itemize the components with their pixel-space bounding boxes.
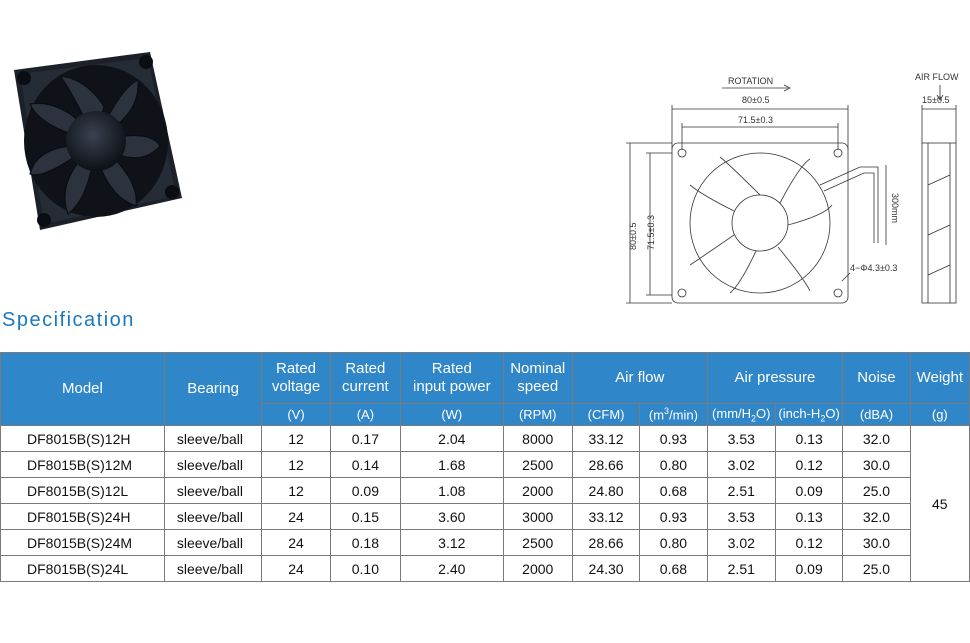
cell-speed: 3000 [503,504,572,530]
table-row [1,426,970,452]
height-dimension: 80±0.5 [628,222,638,250]
cell-speed: 2000 [503,478,572,504]
cell-cfm: 24.80 [572,478,639,504]
cell-m3-per-min: 0.93 [640,426,707,452]
depth-dimension: 15±0.5 [922,95,950,105]
width-dimension: 80±0.5 [742,95,770,105]
cell-voltage: 24 [262,530,330,556]
cell-model: DF8015B(S)12H [1,426,165,452]
cell-mm-h2o: 3.53 [707,504,775,530]
cell-model: DF8015B(S)12L [1,478,165,504]
table-row [1,504,970,530]
header-air-flow: Air flow [572,353,707,404]
cell-current: 0.14 [330,452,400,478]
cell-power: 3.60 [401,504,504,530]
cell-model: DF8015B(S)24H [1,504,165,530]
cell-weight: 45 [910,426,969,582]
cell-current: 0.17 [330,426,400,452]
fan-hub [66,111,126,171]
unit-dba: (dBA) [843,404,910,426]
airflow-label: AIR FLOW [915,72,959,82]
cell-noise: 32.0 [843,426,910,452]
unit-cfm: (CFM) [572,404,639,426]
unit-mm-h2o: $(mm/H_2O)$ [707,404,775,426]
header-model: Model [1,353,165,426]
cell-power: 3.12 [401,530,504,556]
cell-cfm: 28.66 [572,530,639,556]
cell-power: 2.40 [401,556,504,582]
cell-bearing: sleeve/ball [164,530,262,556]
cell-power: 1.68 [401,452,504,478]
header-bearing: Bearing [164,353,262,426]
cell-mm-h2o: 3.02 [707,452,775,478]
rotation-label: ROTATION [728,76,774,86]
cell-power: 1.08 [401,478,504,504]
cell-speed: 2000 [503,556,572,582]
header-rated-input-power: Rated input power [401,353,504,404]
cell-m3-per-min: 0.93 [640,504,707,530]
cell-noise: 25.0 [843,556,910,582]
cell-m3-per-min: 0.68 [640,556,707,582]
cell-power: 2.04 [401,426,504,452]
cell-inch-h2o: 0.12 [775,530,842,556]
cell-inch-h2o: 0.13 [775,426,842,452]
fan-dimension-drawing [610,65,970,320]
cell-model: DF8015B(S)24L [1,556,165,582]
table-row [1,556,970,582]
cell-cfm: 28.66 [572,452,639,478]
cell-cfm: 33.12 [572,504,639,530]
unit-inch-h2o: $(inch-H_2O)$ [775,404,842,426]
header-noise: Noise [843,353,910,404]
cell-mm-h2o: 3.02 [707,530,775,556]
table-row [1,452,970,478]
cell-voltage: 12 [262,426,330,452]
cell-model: DF8015B(S)24M [1,530,165,556]
cell-noise: 32.0 [843,504,910,530]
cell-noise: 25.0 [843,478,910,504]
cell-current: 0.15 [330,504,400,530]
header-rated-voltage: Rated voltage [262,353,330,404]
cell-m3-per-min: 0.68 [640,478,707,504]
cell-mm-h2o: 3.53 [707,426,775,452]
cell-voltage: 24 [262,504,330,530]
cell-voltage: 12 [262,452,330,478]
hole-span-dimension: 71.5±0.3 [738,115,773,125]
unit-m3-per-min: $(m^3/\min)$ [640,404,707,426]
fan-product-photo [0,48,185,233]
specification-table [0,352,970,582]
header-nominal-speed: Nominal speed [503,353,572,404]
cell-current: 0.18 [330,530,400,556]
cell-bearing: sleeve/ball [164,478,262,504]
cell-current: 0.10 [330,556,400,582]
cell-voltage: 12 [262,478,330,504]
cable-length-dimension: 300mm [890,193,900,224]
cell-bearing: sleeve/ball [164,426,262,452]
specification-heading: Specification [2,309,135,331]
cell-current: 0.09 [330,478,400,504]
unit-power: (W) [401,404,504,426]
cell-mm-h2o: 2.51 [707,556,775,582]
cell-voltage: 24 [262,556,330,582]
cell-model: DF8015B(S)12M [1,452,165,478]
cell-speed: 2500 [503,530,572,556]
cell-noise: 30.0 [843,530,910,556]
header-weight: Weight [910,353,969,404]
cell-m3-per-min: 0.80 [640,530,707,556]
unit-grams: (g) [910,404,969,426]
table-row [1,530,970,556]
cell-cfm: 33.12 [572,426,639,452]
vertical-hole-span-dimension: 71.5±0.3 [646,215,656,250]
cell-speed: 8000 [503,426,572,452]
cell-inch-h2o: 0.09 [775,478,842,504]
cell-bearing: sleeve/ball [164,452,262,478]
cell-bearing: sleeve/ball [164,504,262,530]
header-rated-current: Rated current [330,353,400,404]
cell-noise: 30.0 [843,452,910,478]
cell-cfm: 24.30 [572,556,639,582]
unit-current: (A) [330,404,400,426]
unit-speed: (RPM) [503,404,572,426]
cell-inch-h2o: 0.12 [775,452,842,478]
unit-voltage: (V) [262,404,330,426]
cell-bearing: sleeve/ball [164,556,262,582]
cell-m3-per-min: 0.80 [640,452,707,478]
table-row [1,478,970,504]
cell-mm-h2o: 2.51 [707,478,775,504]
mounting-holes-dimension: 4−Φ4.3±0.3 [850,263,898,273]
cell-inch-h2o: 0.09 [775,556,842,582]
header-air-pressure: Air pressure [707,353,843,404]
cell-speed: 2500 [503,452,572,478]
cell-inch-h2o: 0.13 [775,504,842,530]
